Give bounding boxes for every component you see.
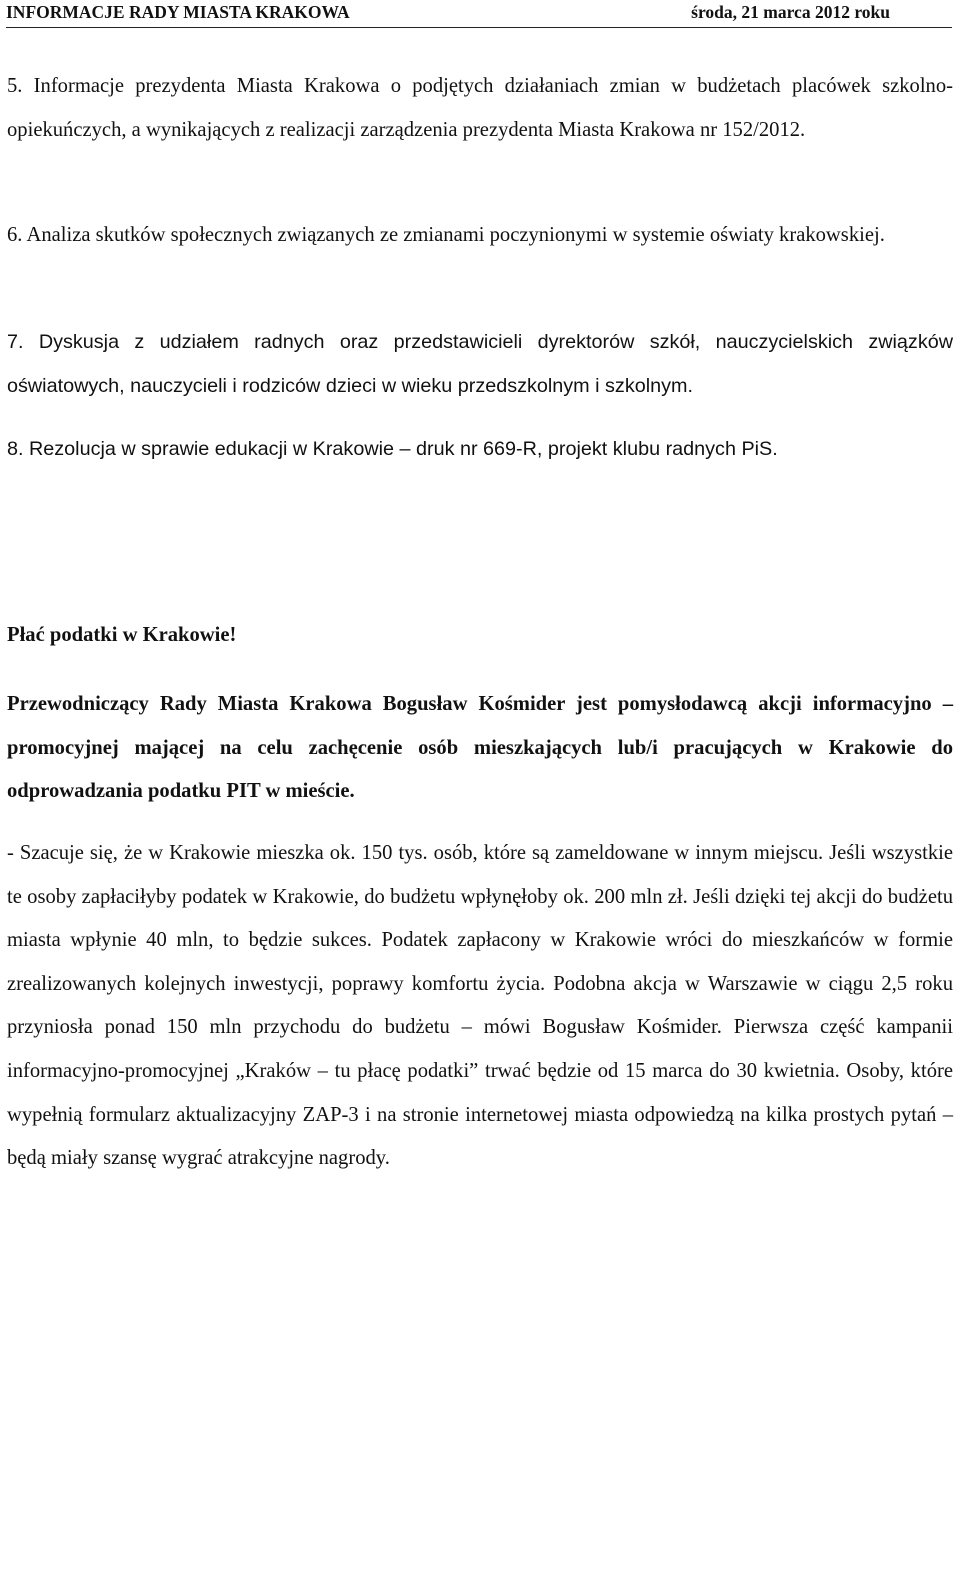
agenda-item-6: 6. Analiza skutków społecznych związanych ze zmianami poczynionymi w systemie oświaty krakowskiej. (7, 224, 885, 246)
agenda-item-8: 8. Rezolucja w sprawie edukacji w Krakowie – druk nr 669-R, projekt klubu radnych PiS. (7, 438, 778, 460)
header-publication-title: INFORMACJE RADY MIASTA KRAKOWA (6, 2, 350, 22)
agenda-item-7: 7. Dyskusja z udziałem radnych oraz przedstawicieli dyrektorów szkół, nauczycielskich związków oświatowych, nauczycieli i rodziców dzieci w wieku przedszkolnym i szkolnym. (7, 331, 953, 397)
page-header (6, 0, 952, 28)
agenda-item-5: 5. Informacje prezydenta Miasta Krakowa o podjętych działaniach zmian w budżetach placówek szkolno-opiekuńczych, a wynikających z realizacji zarządzenia prezydenta Miasta Krakowa nr 152/2012. (7, 75, 953, 141)
header-date: środa, 21 marca 2012 roku (691, 2, 890, 22)
article-title: Płać podatki w Krakowie! (7, 624, 237, 646)
article-body: - Szacuje się, że w Krakowie mieszka ok. 150 tys. osób, które są zameldowane w innym miejscu. Jeśli wszystkie te osoby zapłaciłyby podatek w Krakowie, do budżetu wpłynęłoby ok. 200 mln zł. Jeśli dzięki tej akcji do budżetu miasta wpłynie 40 mln, to będzie sukces. Podatek zapłacony w Krakowie wróci do mieszkańców w formie zrealizowanych kolejnych inwestycji, poprawy komfortu życia. Podobna akcja w Warszawie w ciągu 2,5 roku przyniosła ponad 150 mln przychodu do budżetu – mówi Bogusław Kośmider. Pierwsza część kampanii informacyjno-promocyjnej „Kraków – tu płacę podatki” trwać będzie od 15 marca do 30 kwietnia. Osoby, które wypełnią formularz aktualizacyjny ZAP-3 i na stronie internetowej miasta odpowiedzą na kilka prostych pytań – będą miały szansę wygrać atrakcyjne nagrody. (7, 842, 953, 1170)
article-lead: Przewodniczący Rady Miasta Krakowa Bogusław Kośmider jest pomysłodawcą akcji informacyjno – promocyjnej mającej na celu zachęcenie osób mieszkających lub/i pracujących w Krakowie do odprowadzania podatku PIT w mieście. (7, 693, 953, 803)
